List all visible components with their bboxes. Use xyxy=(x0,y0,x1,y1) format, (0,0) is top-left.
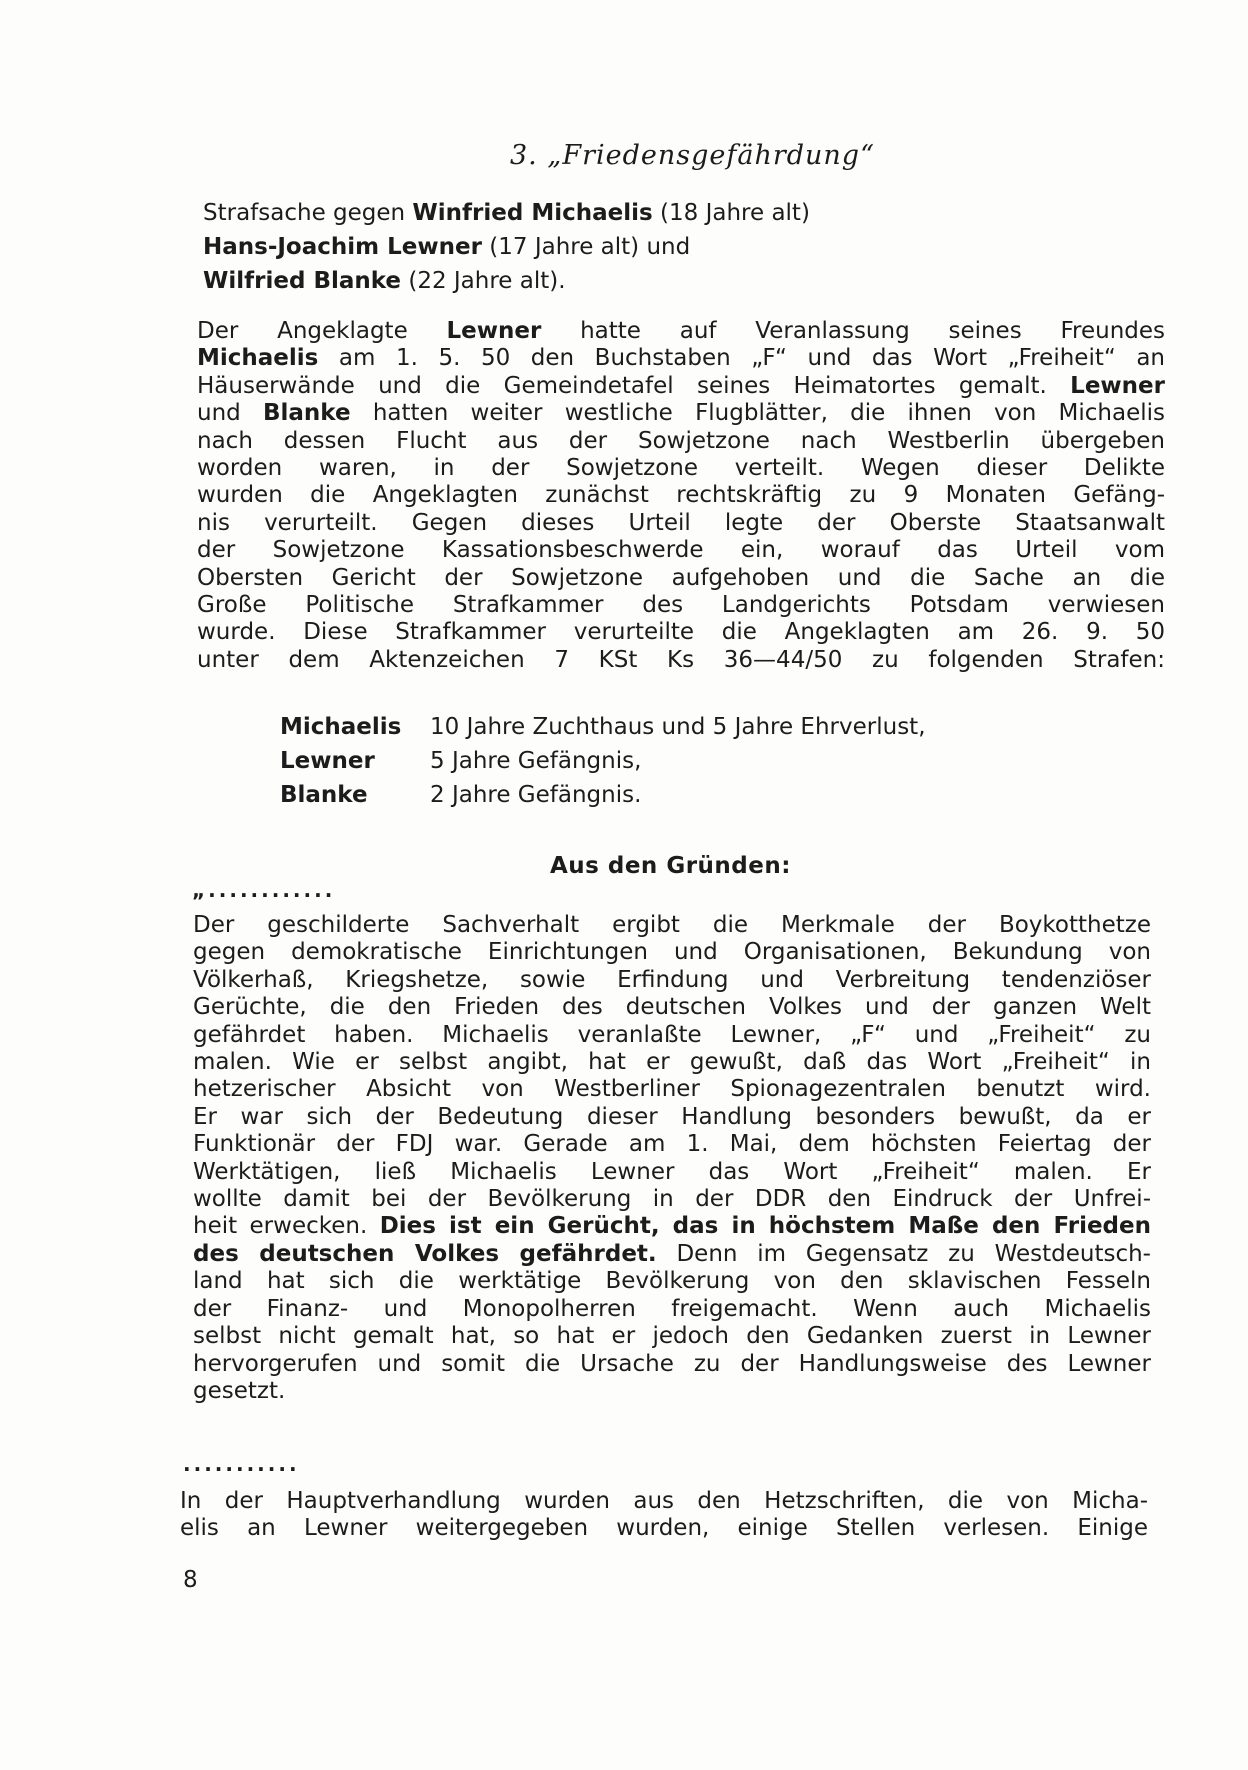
case-prefix: Strafsache gegen xyxy=(203,200,413,226)
text-line: land hat sich die werktätige Bevölkerung von den sklavischen Fesseln xyxy=(193,1268,1151,1295)
text-line: Völkerhaß, Kriegshetze, sowie Erfindung und Verbreitung tendenziöser xyxy=(193,966,1151,993)
text-line: Werktätigen, ließ Michaelis Lewner das Wort „Freiheit“ malen. Er xyxy=(193,1158,1151,1185)
text-line: nach dessen Flucht aus der Sowjetzone nach Westberlin übergeben xyxy=(197,427,1165,454)
sentence-list xyxy=(280,710,926,812)
text-line: Obersten Gericht der Sowjetzone aufgehoben und die Sache an die xyxy=(197,564,1165,591)
text-line: nis verurteilt. Gegen dieses Urteil legte der Oberste Staatsanwalt xyxy=(197,509,1165,536)
sentence-row: Lewner 5 Jahre Gefängnis, xyxy=(280,748,642,774)
reasons-heading: Aus den Gründen: xyxy=(550,853,791,879)
defendant-age: (22 Jahre alt). xyxy=(401,268,566,294)
text-line: Er war sich der Bedeutung dieser Handlung besonders bewußt, da er xyxy=(193,1103,1151,1130)
text-line: Michaelis am 1. 5. 50 den Buchstaben „F“ und das Wort „Freiheit“ an xyxy=(197,345,1165,372)
text-line: Große Politische Strafkammer des Landgerichts Potsdam verwiesen xyxy=(197,592,1165,619)
text-line: Häuserwände und die Gemeindetafel seines Heimatortes gemalt. Lewner xyxy=(197,372,1165,399)
case-line-2 xyxy=(203,230,923,264)
text-line: In der Hauptverhandlung wurden aus den Hetzschriften, die von Micha- xyxy=(180,1488,1148,1514)
paragraph-hearing xyxy=(180,1488,1148,1543)
text-line: wollte damit bei der Bevölkerung in der DDR den Eindruck der Unfrei- xyxy=(193,1186,1151,1213)
text-line: Der Angeklagte Lewner hatte auf Veranlassung seines Freundes xyxy=(197,318,1166,344)
paragraph-reasons xyxy=(193,912,1151,1405)
case-line-1 xyxy=(203,196,923,230)
paragraph-facts xyxy=(197,318,1165,674)
text-line: Gerüchte, die den Frieden des deutschen Volkes und der ganzen Welt xyxy=(193,994,1151,1021)
text-line: des deutschen Volkes gefährdet. Denn im Gegensatz zu Westdeutsch- xyxy=(193,1240,1151,1267)
text-line: unter dem Aktenzeichen 7 KSt Ks 36—44/50 zu folgenden Strafen: xyxy=(197,646,1165,673)
text-line: wurden die Angeklagten zunächst rechtskräftig zu 9 Monaten Gefäng- xyxy=(197,482,1165,509)
sentence-row: Michaelis 10 Jahre Zuchthaus und 5 Jahre Ehrverlust, xyxy=(280,714,926,740)
sentence-row: Blanke 2 Jahre Gefängnis. xyxy=(280,782,642,808)
defendant-age: (17 Jahre alt) und xyxy=(481,234,691,260)
page-number: 8 xyxy=(183,1567,198,1593)
defendant-age: (18 Jahre alt) xyxy=(652,200,810,226)
case-parties xyxy=(203,196,923,298)
text-line: elis an Lewner weitergegeben wurden, einige Stellen verlesen. Einige xyxy=(180,1515,1148,1542)
section-heading: 3. „Friedensgefährdung“ xyxy=(510,140,875,171)
omission-dots-close: ........... xyxy=(183,1452,300,1476)
text-line: gefährdet haben. Michaelis veranlaßte Lewner, „F“ und „Freiheit“ zu xyxy=(193,1021,1151,1048)
text-line: gesetzt. xyxy=(193,1377,286,1404)
text-line: selbst nicht gemalt hat, so hat er jedoch den Gedanken zuerst in Lewner xyxy=(193,1323,1151,1350)
text-line: hervorgerufen und somit die Ursache zu der Handlungsweise des Lewner xyxy=(193,1350,1151,1377)
defendant-name: Winfried Michaelis xyxy=(412,200,653,226)
omission-dots-open: „............ xyxy=(192,878,336,902)
text-line: Funktionär der FDJ war. Gerade am 1. Mai, dem höchsten Feiertag der xyxy=(193,1131,1151,1158)
case-line-3 xyxy=(203,264,923,298)
defendant-name: Hans-Joachim Lewner xyxy=(203,234,482,260)
text-line: Der geschilderte Sachverhalt ergibt die Merkmale der Boykotthetze xyxy=(193,912,1151,938)
text-line: wurde. Diese Strafkammer verurteilte die Angeklagten am 26. 9. 50 xyxy=(197,619,1165,646)
text-line: gegen demokratische Einrichtungen und Organisationen, Bekundung von xyxy=(193,939,1151,966)
text-line: malen. Wie er selbst angibt, hat er gewußt, daß das Wort „Freiheit“ in xyxy=(193,1049,1151,1076)
text-line: worden waren, in der Sowjetzone verteilt. Wegen dieser Delikte xyxy=(197,455,1165,482)
text-line: und Blanke hatten weiter westliche Flugblätter, die ihnen von Michaelis xyxy=(197,400,1165,427)
text-line: der Finanz- und Monopolherren freigemacht. Wenn auch Michaelis xyxy=(193,1295,1151,1322)
text-line: hetzerischer Absicht von Westberliner Spionagezentralen benutzt wird. xyxy=(193,1076,1151,1103)
text-line: der Sowjetzone Kassationsbeschwerde ein, worauf das Urteil vom xyxy=(197,537,1165,564)
text-line: heit erwecken. Dies ist ein Gerücht, das in höchstem Maße den Frieden xyxy=(193,1213,1151,1240)
defendant-name: Wilfried Blanke xyxy=(203,268,402,294)
